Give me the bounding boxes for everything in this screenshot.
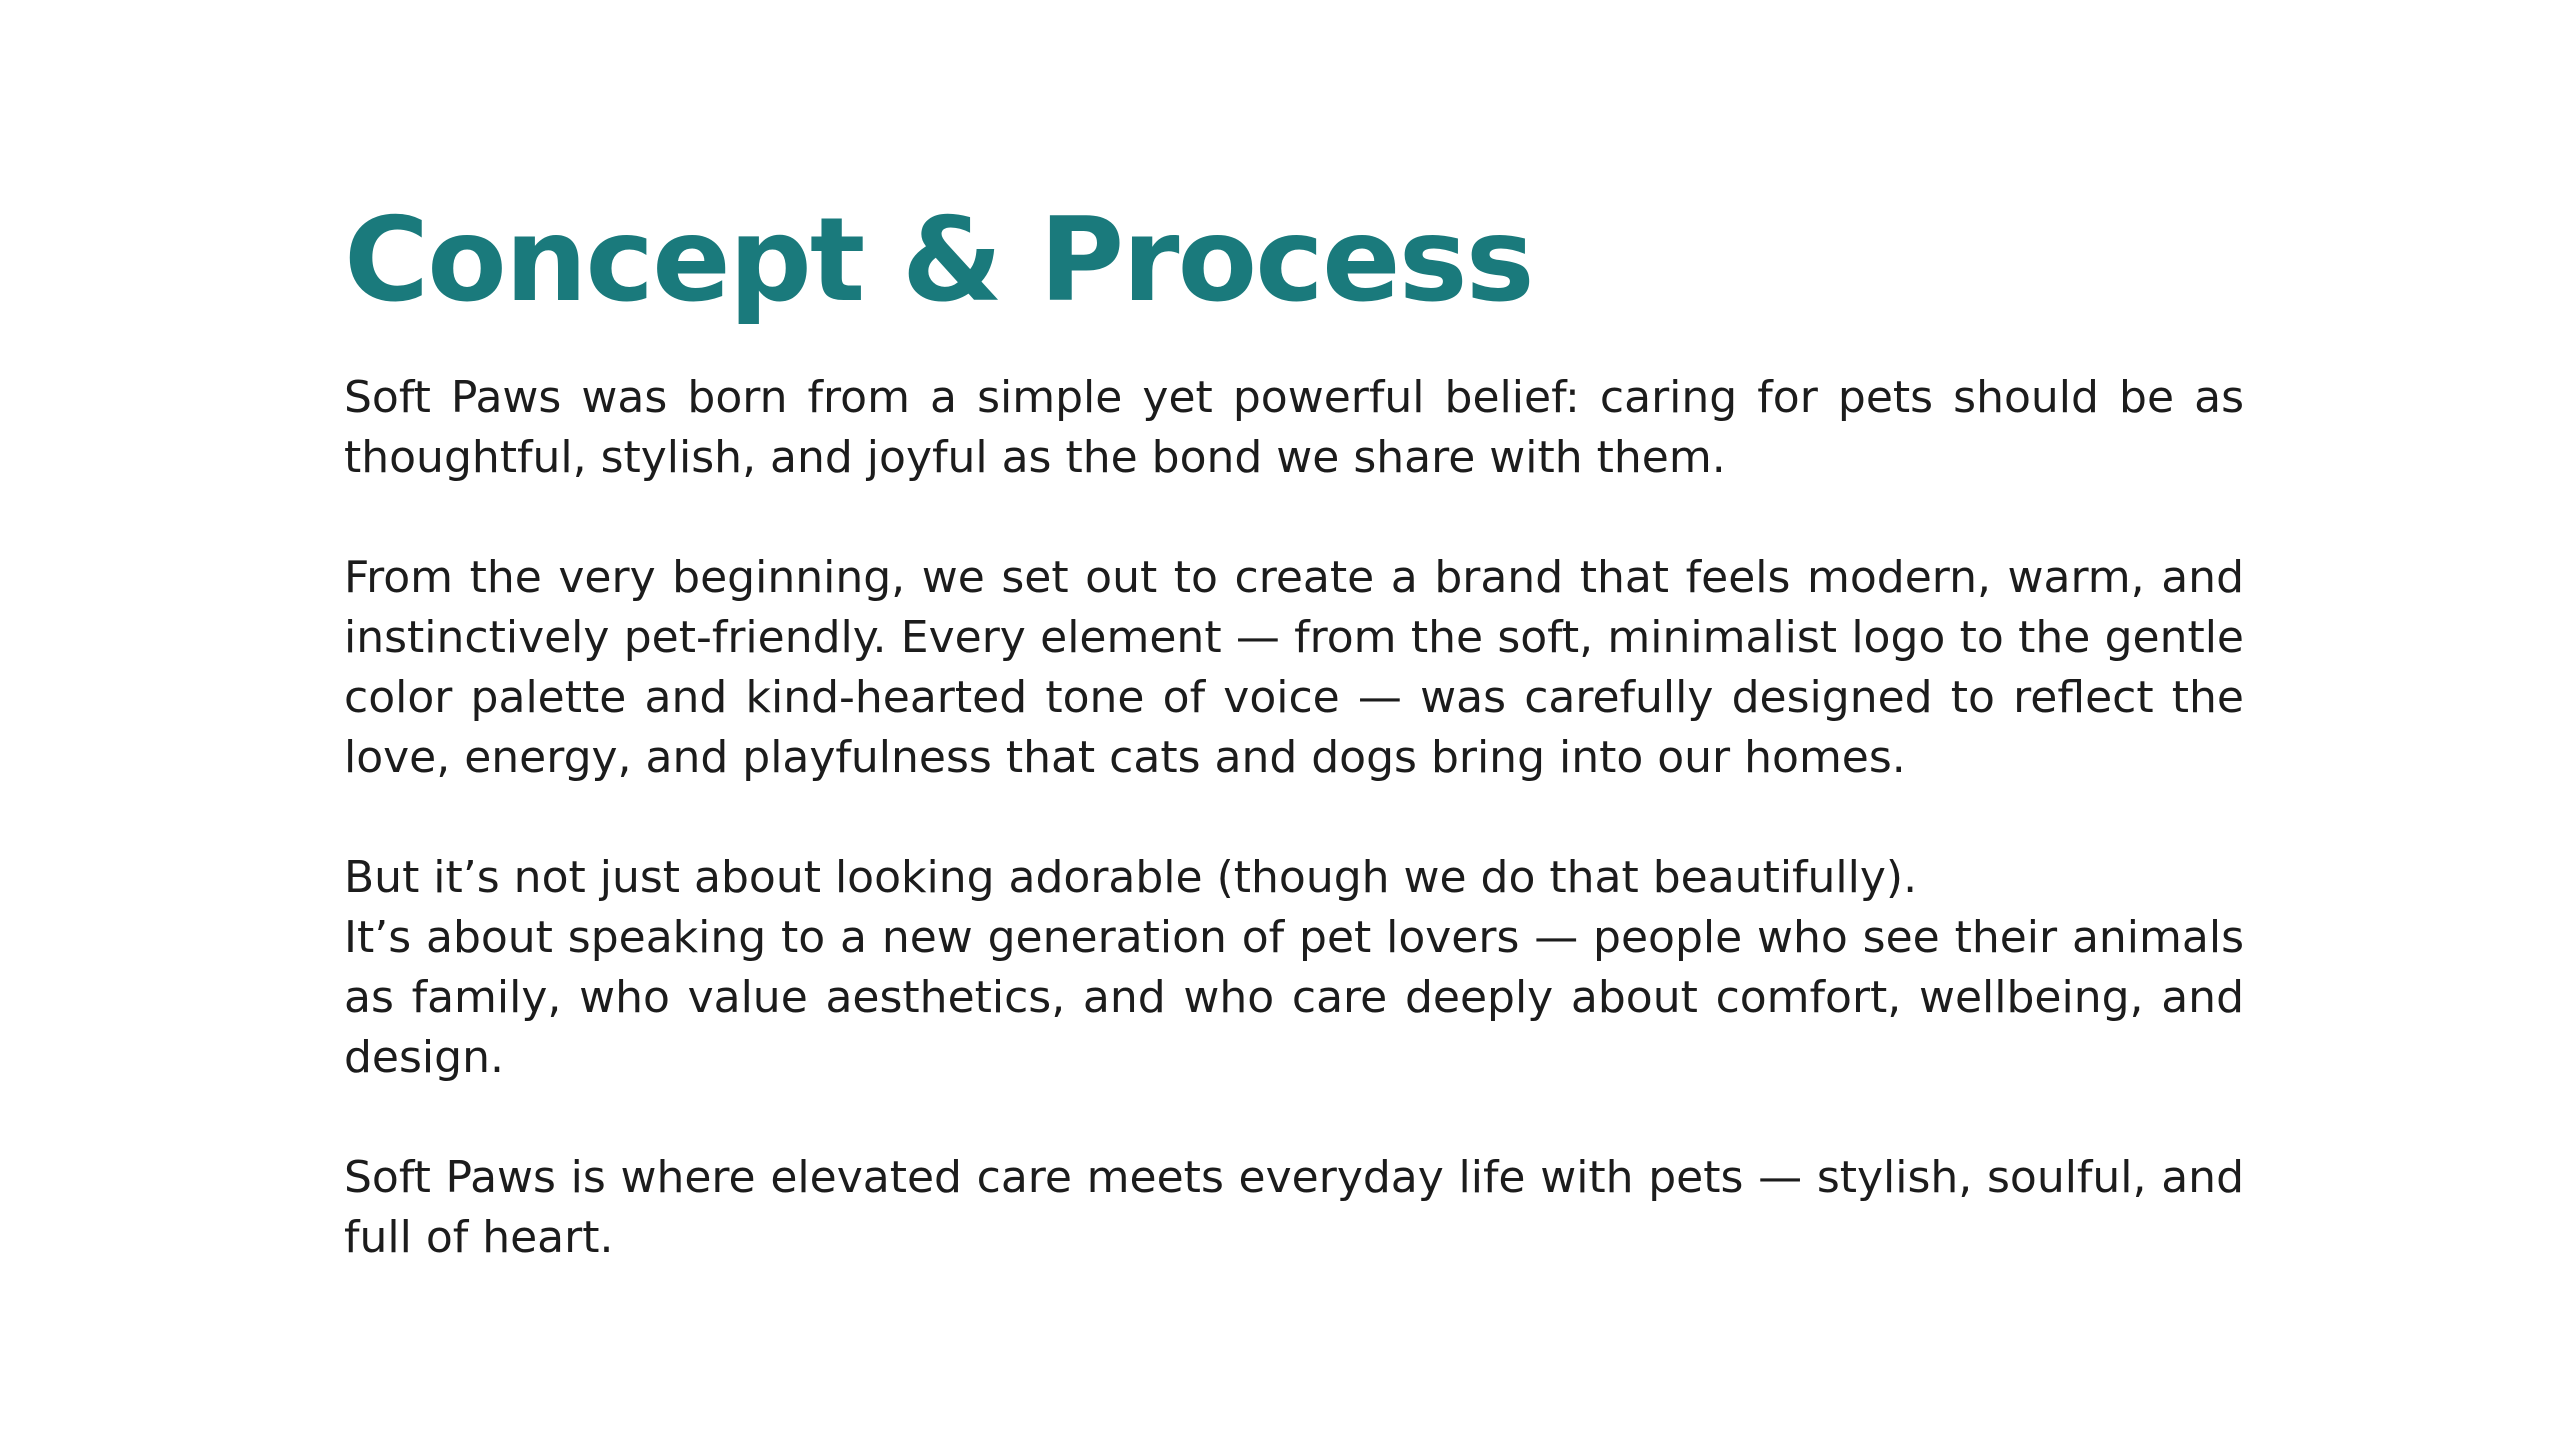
paragraph-origin: Soft Paws was born from a simple yet powerful belief: caring for pets should be as thoughtful, stylish, and joyful as the bond we share with them. [344, 372, 2244, 483]
paragraph-audience-first-line: But it’s not just about looking adorable (though we do that beautifully). [344, 852, 1918, 903]
slide-content [344, 193, 2244, 1268]
paragraph-audience [344, 848, 2244, 1088]
paragraph-closing: Soft Paws is where elevated care meets everyday life with pets — stylish, soulful, and full of heart. [344, 1152, 2244, 1263]
page-title: Concept & Process [344, 193, 1533, 328]
body-text [344, 368, 2244, 1268]
paragraph-brand-approach: From the very beginning, we set out to create a brand that feels modern, warm, and instinctively pet-friendly. Every element — from the soft, minimalist logo to the gentle color palette and kind-hearted tone of voice — was carefully designed to reflect the love, energy, and playfulness that cats and dogs bring into our homes. [344, 552, 2244, 783]
paragraph-audience-rest: It’s about speaking to a new generation of pet lovers — people who see their animals as family, who value aesthetics, and who care deeply about comfort, wellbeing, and design. [344, 912, 2244, 1083]
